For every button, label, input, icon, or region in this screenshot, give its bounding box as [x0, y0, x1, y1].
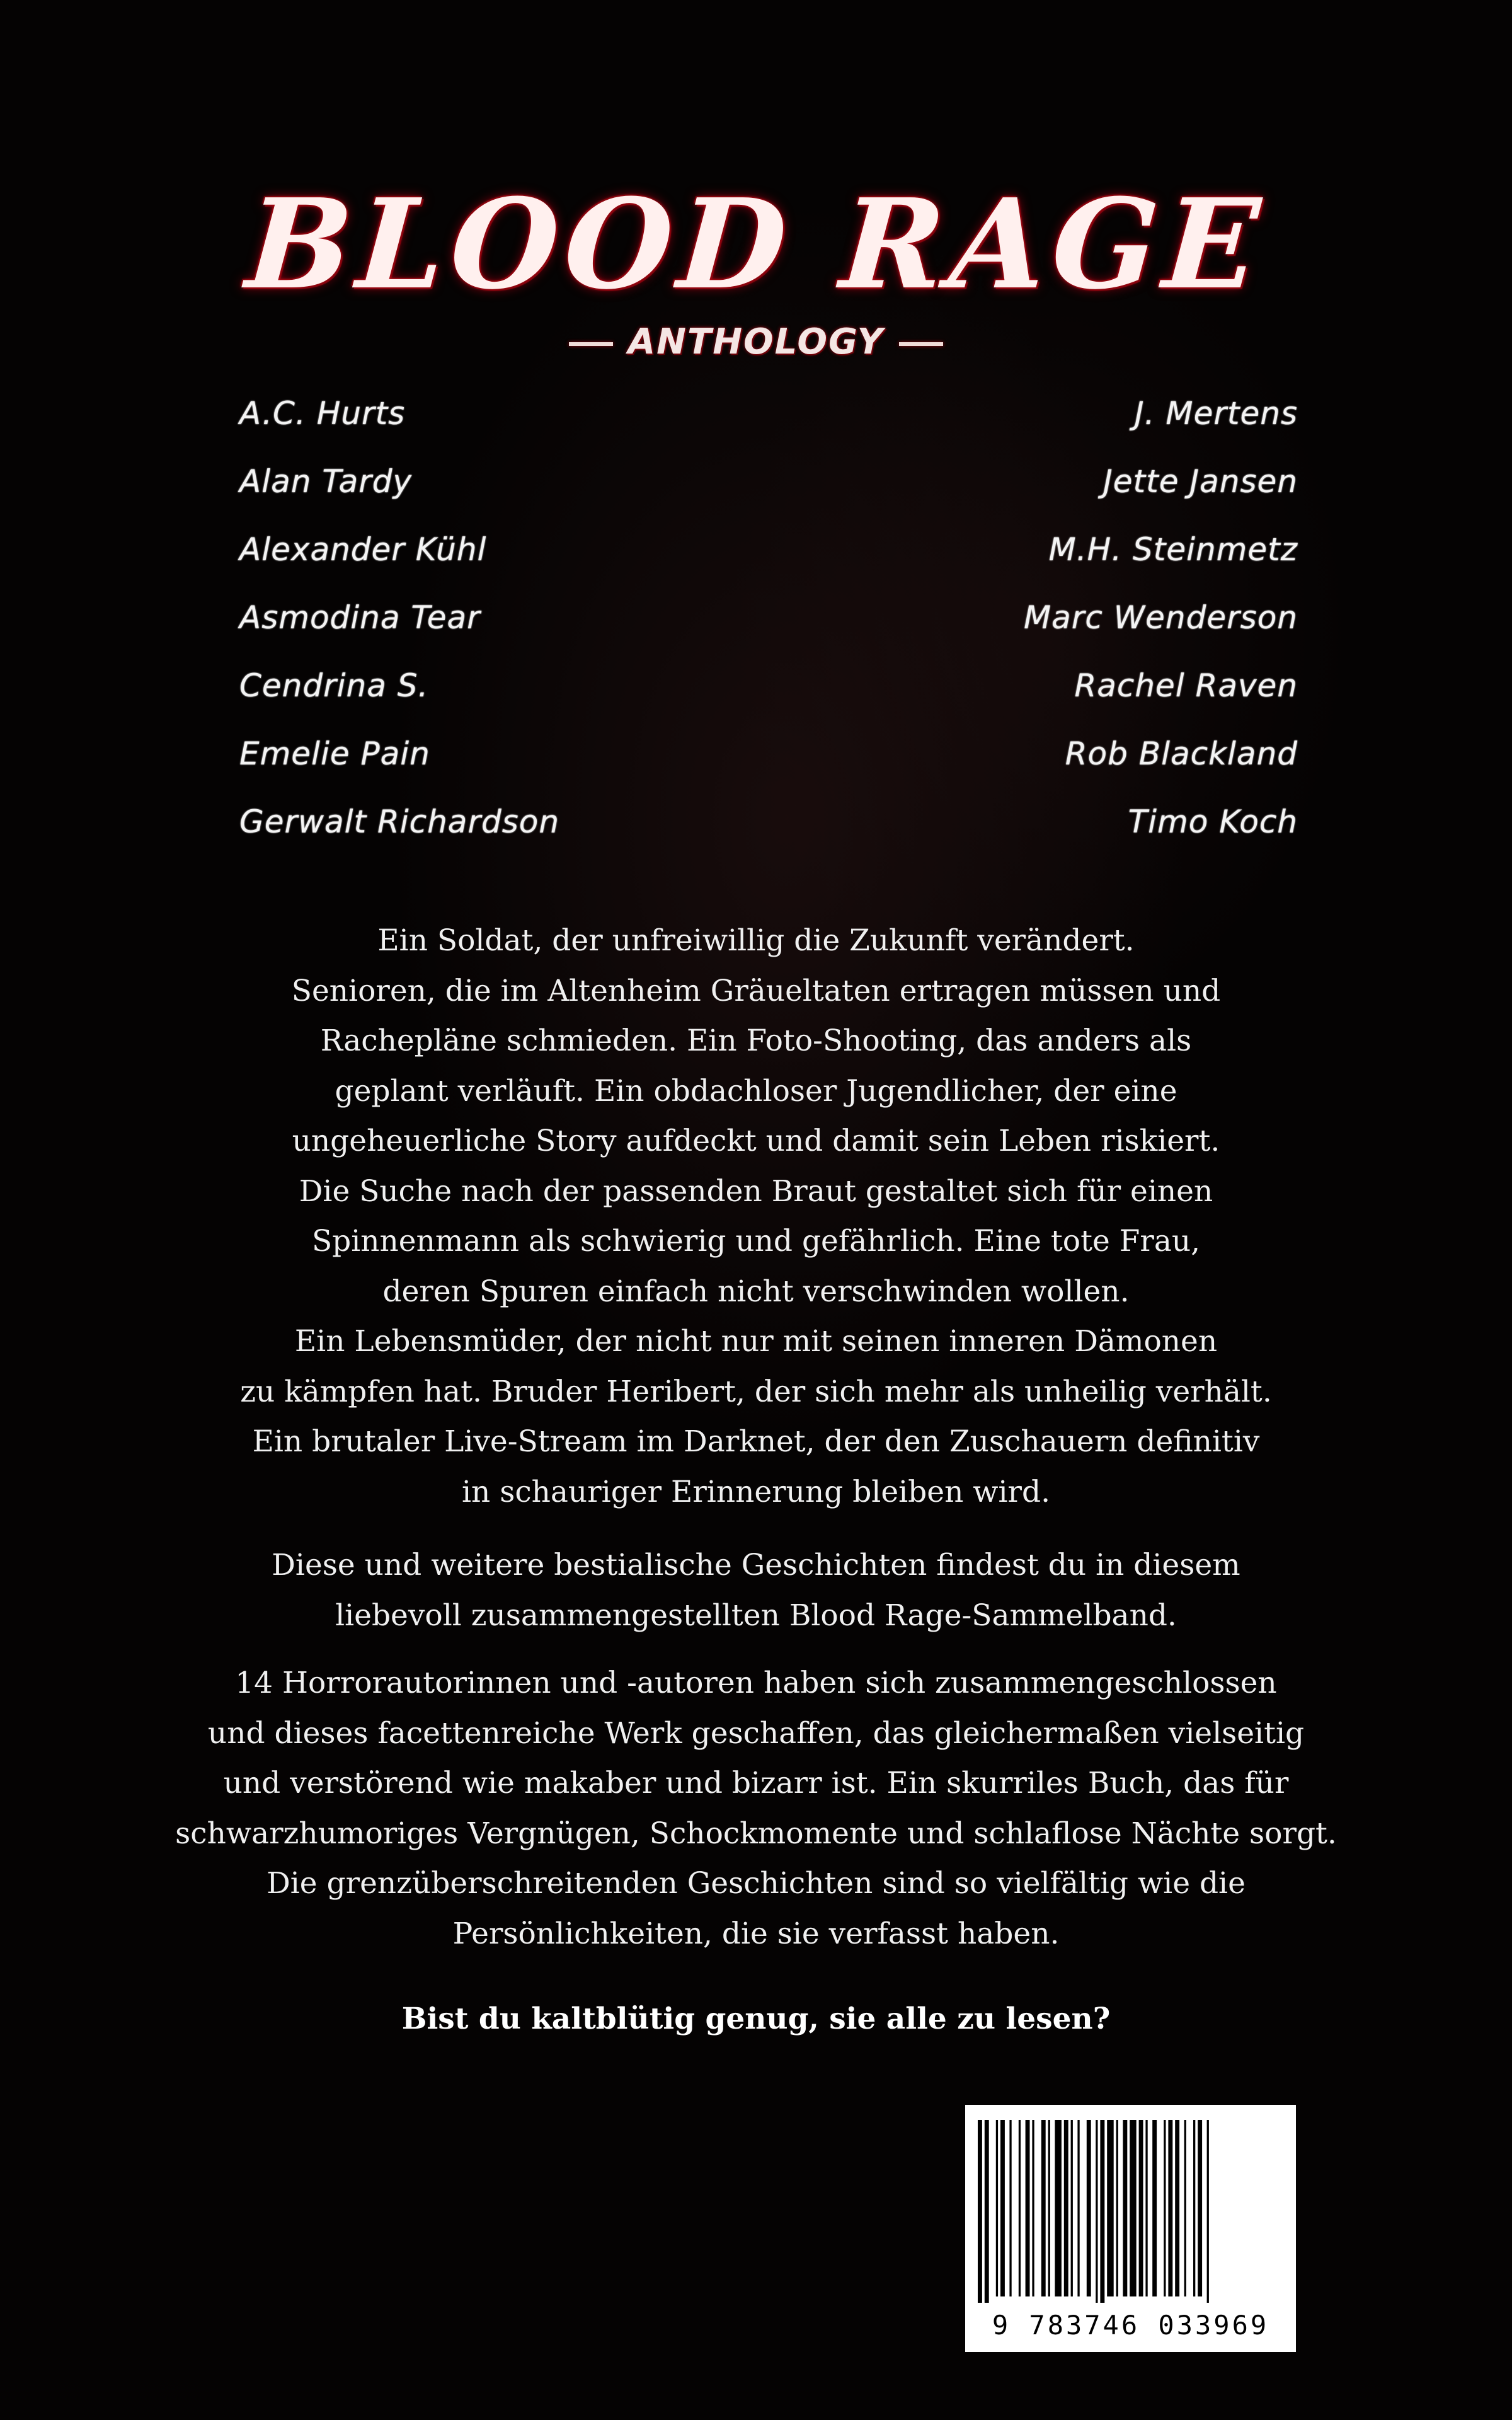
blurb-line: schwarzhumoriges Vergnügen, Schockmomente und schlaflose Nächte sorgt.	[175, 1816, 1337, 1851]
barcode-bar	[1096, 2120, 1097, 2303]
blurb-line: ungeheuerliche Story aufdeckt und damit sein Leben riskiert.	[292, 1124, 1220, 1158]
author-name: Marc Wenderson	[1024, 599, 1298, 636]
blurb-line: Ein brutaler Live-Stream im Darknet, der den Zuschauern definitiv	[252, 1424, 1260, 1459]
subtitle-row	[0, 321, 1512, 362]
barcode-bar	[1019, 2120, 1021, 2296]
blurb-paragraph-1	[126, 916, 1386, 1517]
barcode-bar	[1152, 2120, 1157, 2296]
blurb-line: Die grenzüberschreitenden Geschichten sind so vielfältig wie die	[266, 1866, 1246, 1901]
blurb-line: und dieses facettenreiche Werk geschaffen, das gleichermaßen vielseitig	[207, 1715, 1305, 1751]
barcode-bar	[1198, 2120, 1202, 2296]
author-name: Rachel Raven	[1074, 667, 1298, 704]
authors-left-column	[239, 388, 559, 864]
title-block	[0, 172, 1512, 317]
barcode-bar	[1184, 2120, 1186, 2296]
barcode-bar	[1175, 2120, 1179, 2296]
author-name: Timo Koch	[1128, 804, 1298, 840]
barcode-bar	[1055, 2120, 1062, 2296]
blurb-line: Spinnenmann als schwierig und gefährlich. Eine tote Frau,	[311, 1224, 1201, 1259]
barcode-bar	[1145, 2120, 1147, 2296]
blurb-line: Diese und weitere bestialische Geschichten findest du in diesem	[272, 1548, 1240, 1582]
subtitle-dash-left	[569, 342, 613, 346]
isbn-barcode	[965, 2105, 1296, 2352]
blurb-line: und verstörend wie makaber und bizarr ist. Ein skurriles Buch, das für	[223, 1766, 1289, 1801]
barcode-bar	[1168, 2120, 1172, 2296]
blurb-line: Rachepläne schmieden. Ein Foto-Shooting, das anders als	[320, 1023, 1192, 1058]
tagline: Bist du kaltblütig genug, sie alle zu lesen?	[401, 2002, 1111, 2036]
subtitle-dash-right	[899, 342, 943, 346]
authors-right-column	[1024, 388, 1298, 864]
author-name: Alexander Kühl	[239, 531, 487, 568]
barcode-bar	[1048, 2120, 1050, 2296]
isbn-number: 9 783746 033969	[992, 2310, 1269, 2341]
author-name: Rob Blackland	[1065, 735, 1298, 772]
barcode-bar	[1077, 2120, 1079, 2296]
barcode-bar	[1041, 2120, 1046, 2296]
author-name: J. Mertens	[1134, 395, 1298, 432]
author-name: Cendrina S.	[239, 667, 429, 704]
barcode-bars	[978, 2120, 1283, 2303]
author-name: Alan Tardy	[239, 463, 413, 500]
blurb-line: zu kämpfen hat. Bruder Heribert, der sich mehr als unheilig verhält.	[240, 1374, 1272, 1409]
blurb-line: geplant verläuft. Ein obdachloser Jugendlicher, der eine	[335, 1073, 1177, 1109]
barcode-bar	[1071, 2120, 1073, 2296]
barcode-bar	[1100, 2120, 1104, 2303]
blurb-paragraph-2	[126, 1540, 1386, 1640]
barcode-bar	[1130, 2120, 1137, 2296]
barcode-bar	[1164, 2120, 1166, 2296]
barcode-bar	[1107, 2120, 1114, 2296]
barcode-bar	[1087, 2120, 1091, 2296]
blurb-line: Ein Soldat, der unfreiwillig die Zukunft verändert.	[377, 923, 1135, 958]
blurb-line: liebevoll zusammengestellten Blood Rage-Sammelband.	[335, 1598, 1177, 1633]
blurb-line: 14 Horrorautorinnen und -autoren haben sich zusammengeschlossen	[235, 1666, 1277, 1700]
barcode-bar	[1000, 2120, 1005, 2296]
barcode-bar	[996, 2120, 998, 2296]
author-name: Jette Jansen	[1103, 463, 1298, 500]
blurb-line: deren Spuren einfach nicht verschwinden wollen.	[382, 1274, 1130, 1309]
barcode-bar	[1032, 2120, 1034, 2296]
barcode-bar	[1026, 2120, 1030, 2296]
barcode-bar	[1123, 2120, 1127, 2296]
barcode-bar	[1009, 2120, 1011, 2296]
blurb-line: Senioren, die im Altenheim Gräueltaten ertragen müssen und	[291, 973, 1221, 1008]
author-name: M.H. Steinmetz	[1048, 531, 1298, 568]
author-name: A.C. Hurts	[239, 395, 406, 432]
barcode-bar	[1064, 2120, 1068, 2296]
barcode-bar	[1207, 2120, 1209, 2303]
barcode-bar	[985, 2120, 989, 2303]
book-subtitle: ANTHOLOGY	[627, 321, 885, 362]
book-title: BLOOD RAGE	[242, 172, 1270, 317]
author-name: Emelie Pain	[239, 735, 430, 772]
blurb-line: Persönlichkeiten, die sie verfasst haben.	[452, 1916, 1060, 1951]
barcode-bar	[1139, 2120, 1143, 2296]
author-name: Gerwalt Richardson	[239, 804, 560, 840]
barcode-bar	[1116, 2120, 1118, 2296]
author-name: Asmodina Tear	[239, 599, 481, 636]
barcode-bar	[978, 2120, 982, 2303]
blurb-line: Ein Lebensmüder, der nicht nur mit seinen inneren Dämonen	[294, 1324, 1218, 1359]
blurb-line: in schauriger Erinnerung bleiben wird.	[461, 1474, 1051, 1509]
blurb-paragraph-3	[126, 1658, 1386, 1959]
barcode-bar	[1193, 2120, 1195, 2296]
blurb-line: Die Suche nach der passenden Braut gestaltet sich für einen	[299, 1173, 1213, 1209]
